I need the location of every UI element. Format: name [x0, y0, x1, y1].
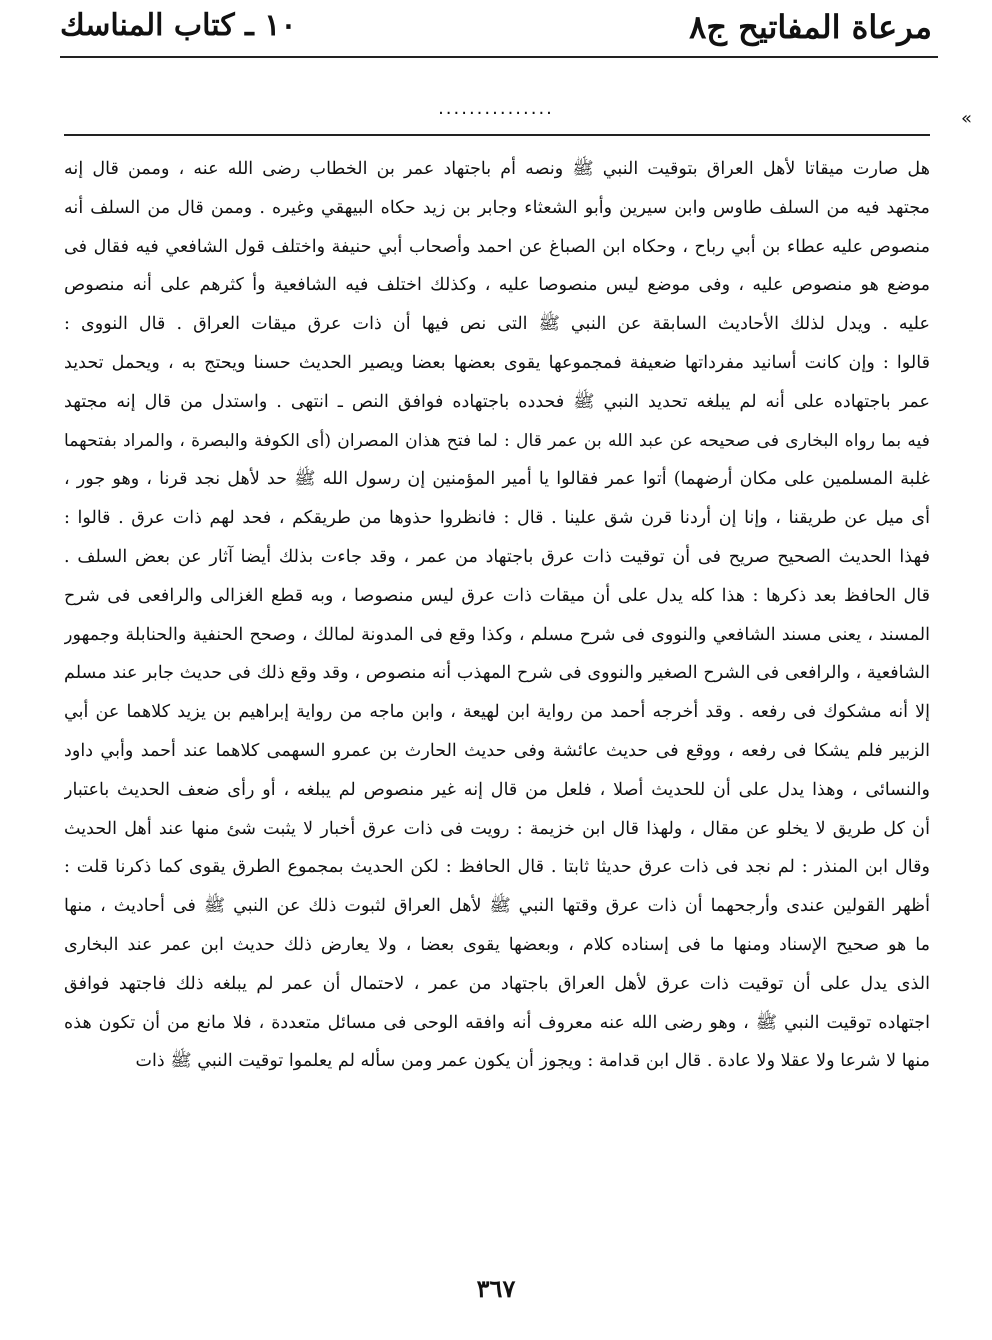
- text-line: منصوص عليه عطاء بن أبي رباح ، وحكاه ابن الصباغ عن احمد وأصحاب أبي حنيفة واختلف قول الشافعي فيه فقال فى: [64, 236, 930, 257]
- text-line: ما هو صحيح الإسناد ومنها ما فى إسناده كلام ، وبعضها يقوى بعضا ، ولا يعارض ذلك حديث ابن عمر عند البخارى: [64, 934, 930, 955]
- chapter-title: ١٠ ـ كتاب المناسك: [60, 8, 297, 43]
- text-line: قالوا : وإن كانت أسانيد مفرداتها ضعيفة فمجموعها يقوى بعضها بعضا ويصير الحديث حسنا ويحتج به ، ويحمل تحديد: [64, 352, 930, 373]
- page-header: [60, 6, 932, 52]
- text-line: موضع هو منصوص عليه ، وفى موضع ليس منصوصا عليه ، وكذلك اختلف فيه الشافعية وأ كثرهم على أنه منصوص: [64, 275, 930, 296]
- book-title: مرعاة المفاتيح ج٨: [689, 8, 932, 46]
- text-line: الزبير فلم يشكا فى رفعه ، ووقع فى حديث عائشة وفى حديث الحارث بن عمرو السهمى كلاهما عند أحمد وأبي داود: [64, 740, 930, 761]
- text-line: أظهر القولين عندى وأرجحهما أن ذات عرق وقتها النبي ﷺ لأهل العراق لثبوت ذلك عن النبي ﷺ فى أحاديث ، منها: [64, 896, 930, 917]
- text-line: قال الحافظ بعد ذكرها : هذا كله يدل على أن ميقات ذات عرق ليس منصوصا ، وبه قطع الغزالى والرافعى فى شرح: [64, 585, 930, 606]
- separator-dots: ...............: [438, 98, 554, 119]
- section-divider: [64, 134, 930, 136]
- text-line: الذى يدل على أن توقيت ذات عرق لأهل العراق باجتهاد من عمر ، لاحتمال أن عمر لم يبلغه ذلك فاجتهد فوافق: [64, 973, 930, 994]
- text-line: الشافعية ، والرافعى فى الشرح الصغير والنووى فى شرح المهذب أنه منصوص ، وقد وقع ذلك فى حديث جابر عند مسلم: [64, 663, 930, 684]
- text-line: غلبة المسلمين على مكان أرضهما) أتوا عمر فقالوا يا أمير المؤمنين إن رسول الله ﷺ حد لأهل نجد قرنا ، وهو جور ،: [64, 469, 930, 490]
- text-line: مجتهد فيه من السلف طاوس وابن سيرين وأبو الشعثاء وجابر بن زيد حكاه البيهقي وغيره . وممن قال من السلف أنه: [64, 197, 930, 218]
- text-line: فهذا الحديث الصحيح صريح فى أن توقيت ذات عرق باجتهاد من عمر ، وقد جاءت بذلك أيضا آثار عن بعض السلف .: [64, 546, 930, 567]
- text-line: عمر باجتهاده على أنه لم يبلغه تحديد النبي ﷺ فحدده باجتهاده فوافق النص ـ انتهى . واستدل من قال إنه مجتهد: [64, 391, 930, 412]
- body-text: [64, 150, 930, 1081]
- text-line: هل صارت ميقاتا لأهل العراق بتوقيت النبي ﷺ ونصه أم باجتهاد عمر بن الخطاب رضى الله عنه ، وممن قال إنه: [64, 159, 930, 179]
- text-line: اجتهاده توقيت النبي ﷺ ، وهو رضى الله عنه معروف أنه وافقه الوحى فى مسائل متعددة ، فلا مانع من أن تكون هذه: [64, 1012, 930, 1033]
- text-line: عليه . ويدل لذلك الأحاديث السابقة عن النبي ﷺ التى نص فيها أن ذات عرق ميقات العراق . قال النووى :: [64, 314, 930, 335]
- page-number: ٣٦٧: [476, 1274, 516, 1303]
- text-line: منها لا شرعا ولا عقلا ولا عادة . قال ابن قدامة : ويجوز أن يكون عمر ومن سأله لم يعلموا توقيت النبي ﷺ ذات: [135, 1051, 930, 1072]
- text-line: المسند ، يعنى مسند الشافعي والنووى فى شرح مسلم ، وكذا وقع فى المدونة لمالك ، وصحح الحنفية والحنابلة وجمهور: [64, 624, 930, 645]
- text-line: أى ميل عن طريقنا ، وإنا إن أردنا قرن شق علينا . قال : فانظروا حذوها من طريقكم ، فحد لهم ذات عرق . قالوا :: [64, 508, 930, 529]
- text-line: فيه بما رواه البخارى فى صحيحه عن عبد الله بن عمر قال : لما فتح هذان المصران (أى الكوفة والبصرة ، والمراد بفتحهما: [64, 430, 930, 451]
- header-divider: [60, 56, 938, 58]
- margin-mark: «: [960, 108, 972, 129]
- text-line: والنسائى ، وهذا يدل على أن للحديث أصلا ، فلعل من قال إنه غير منصوص لم يبلغه ، أو رأى ضعف الحديث باعتبار: [64, 779, 930, 800]
- text-line: أن كل طريق لا يخلو عن مقال ، ولهذا قال ابن خزيمة : رويت فى ذات عرق أخبار لا يثبت شئ منها عند أهل الحديث: [64, 818, 930, 839]
- text-line: إلا أنه مشكوك فى رفعه . وقد أخرجه أحمد من رواية ابن لهيعة ، وابن ماجه من رواية إبراهيم بن يزيد كلاهما عن أبي: [64, 702, 930, 723]
- text-line: وقال ابن المنذر : لم نجد فى ذات عرق حديثا ثابتا . قال الحافظ : لكن الحديث بمجموع الطرق يقوى كما ذكرنا قلت :: [64, 857, 930, 878]
